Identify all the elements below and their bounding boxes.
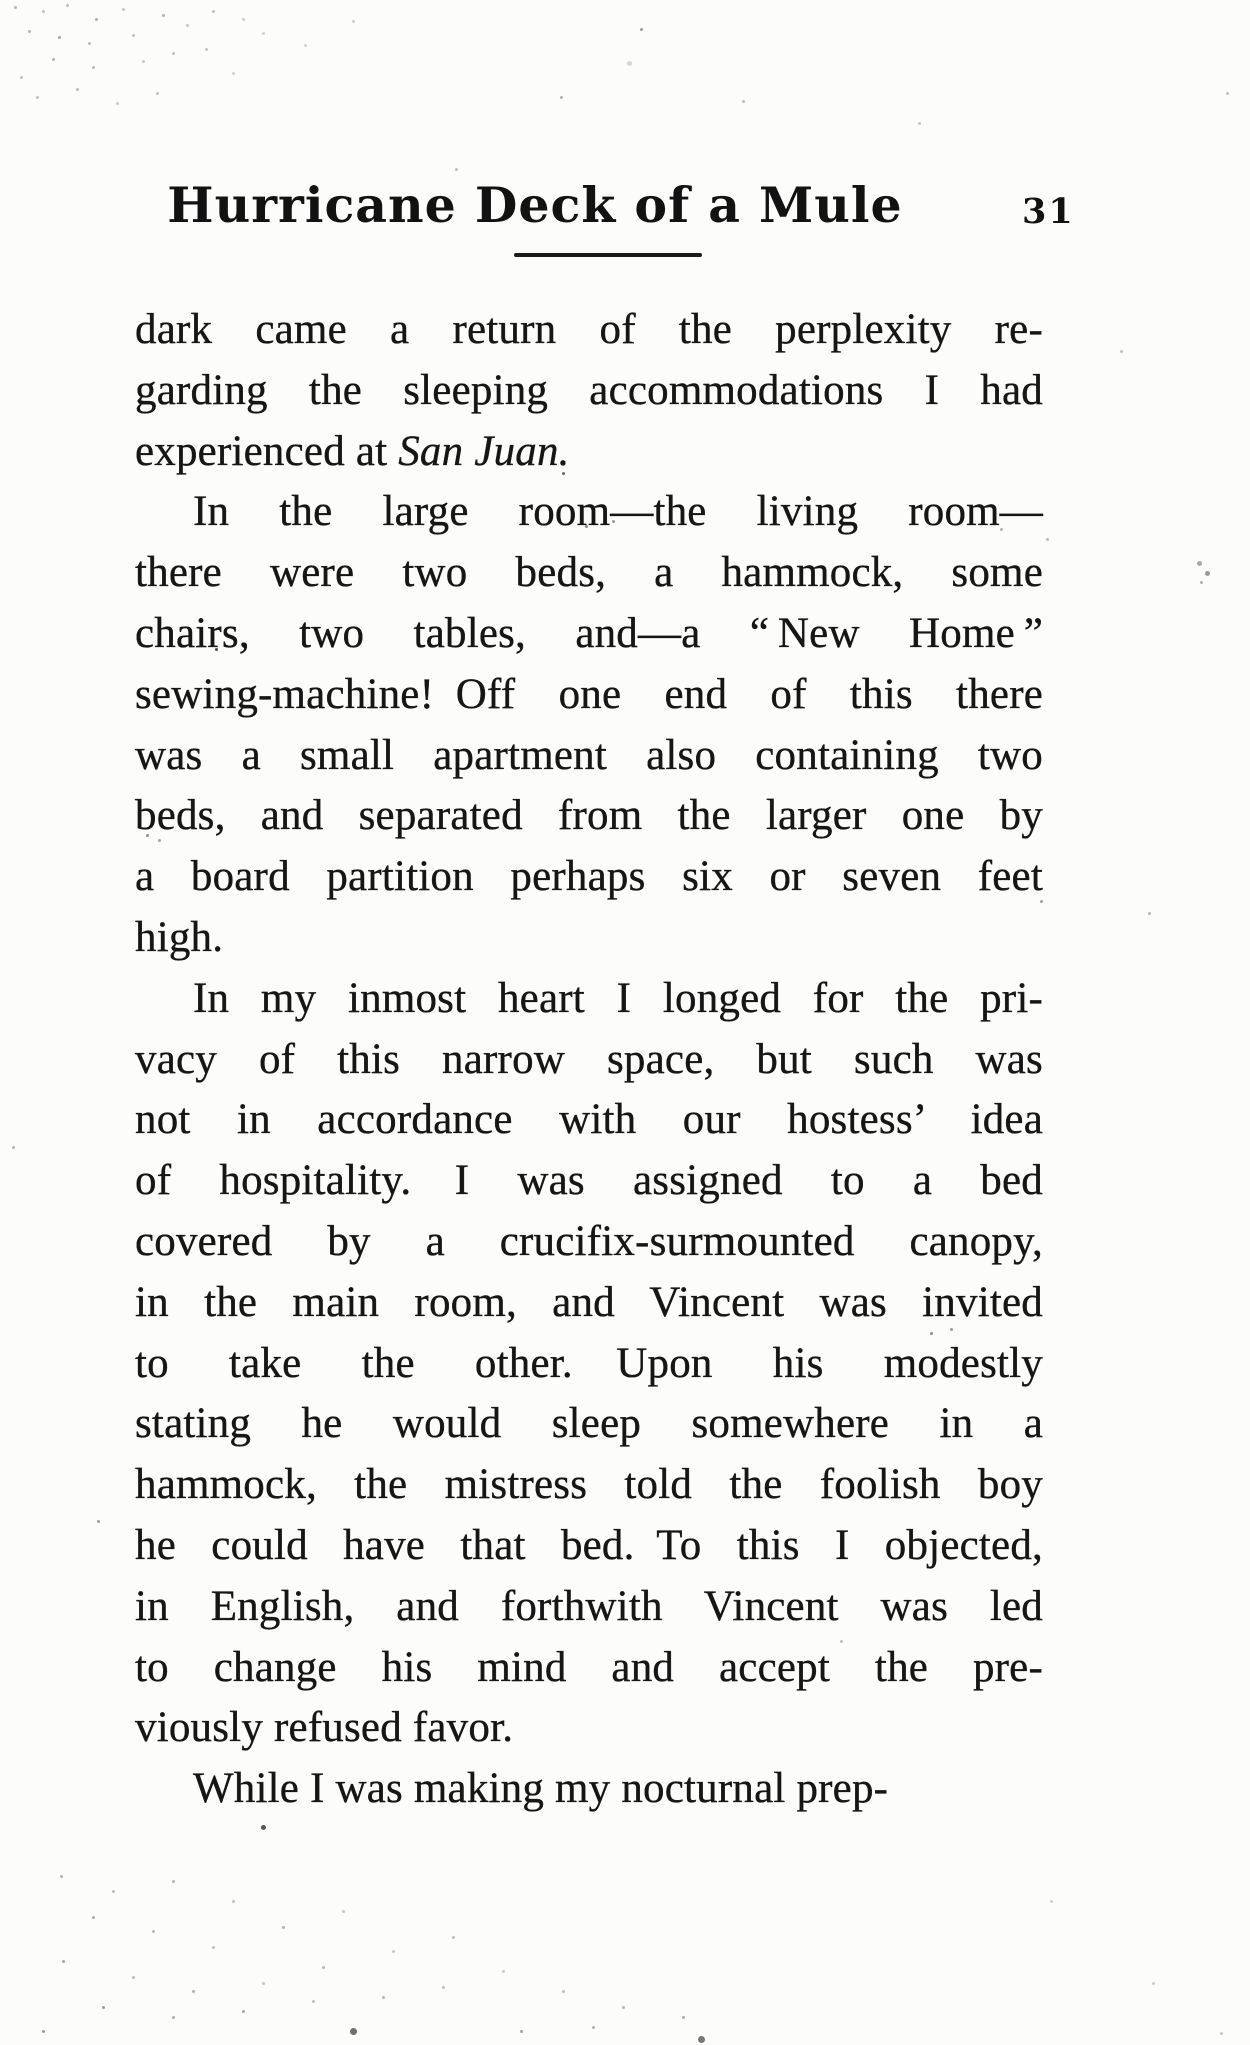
text-segment: there were two beds, a hammock, some bbox=[135, 549, 1043, 597]
text-segment: he could have that bed. To this I objected, bbox=[135, 1521, 1043, 1569]
text-segment: chairs, two tables, and—a “ New Home ” bbox=[135, 609, 1043, 657]
running-title: Hurricane Deck of a Mule bbox=[167, 176, 903, 234]
text-segment: to take the other. Upon his modestly bbox=[135, 1339, 1043, 1387]
text-line bbox=[135, 482, 1043, 543]
text-line bbox=[135, 543, 1043, 604]
text-segment: covered by a crucifix-surmounted canopy, bbox=[135, 1217, 1043, 1265]
text-segment: hammock, the mistress told the foolish boy bbox=[135, 1461, 1043, 1509]
text-segment: beds, and separated from the larger one by bbox=[135, 792, 1043, 840]
text-segment: in the main room, and Vincent was invited bbox=[135, 1278, 1043, 1326]
text-segment: In the large room—the living room— bbox=[193, 488, 1043, 536]
text-line bbox=[135, 908, 1043, 969]
page-number: 31 bbox=[1022, 191, 1075, 232]
text-segment: was a small apartment also containing two bbox=[135, 731, 1043, 779]
text-segment: not in accordance with our hostess’ idea bbox=[135, 1096, 1043, 1144]
text-segment: viously refused favor. bbox=[135, 1704, 514, 1752]
text-line bbox=[135, 422, 1043, 483]
text-line bbox=[135, 1090, 1043, 1151]
page-text bbox=[135, 300, 1043, 1820]
text-line bbox=[135, 1273, 1043, 1334]
text-line bbox=[135, 786, 1043, 847]
text-line bbox=[135, 726, 1043, 787]
text-segment: vacy of this narrow space, but such was bbox=[135, 1035, 1043, 1083]
text-line bbox=[135, 1516, 1043, 1577]
text-segment: sewing-machine! Off one end of this there bbox=[135, 670, 1043, 718]
text-line bbox=[135, 1698, 1043, 1759]
text-line bbox=[135, 1212, 1043, 1273]
text-line bbox=[135, 1151, 1043, 1212]
text-segment: While I was making my nocturnal prep- bbox=[193, 1765, 889, 1813]
text-line bbox=[135, 1577, 1043, 1638]
text-line bbox=[135, 1759, 1043, 1820]
text-segment: dark came a return of the perplexity re- bbox=[135, 306, 1043, 353]
text-line bbox=[135, 1638, 1043, 1699]
text-line bbox=[135, 1455, 1043, 1516]
scan-noise-top bbox=[0, 0, 3, 3]
text-segment: a board partition perhaps six or seven feet bbox=[135, 853, 1043, 901]
text-line bbox=[135, 1030, 1043, 1091]
text-segment: of hospitality. I was assigned to a bed bbox=[135, 1157, 1043, 1205]
text-segment: experienced at bbox=[135, 427, 399, 475]
title-divider-rule bbox=[514, 253, 702, 257]
text-segment: stating he would sleep somewhere in a bbox=[135, 1400, 1043, 1448]
text-line bbox=[135, 1334, 1043, 1395]
text-line bbox=[135, 1394, 1043, 1455]
text-line bbox=[135, 665, 1043, 726]
italic-text: San Juan. bbox=[398, 427, 570, 475]
text-segment: high. bbox=[135, 913, 224, 961]
text-line bbox=[135, 300, 1043, 361]
text-line bbox=[135, 847, 1043, 908]
scan-noise-bottom bbox=[0, 0, 3, 3]
scan-noise-middle bbox=[0, 0, 3, 3]
text-segment: to change his mind and accept the pre- bbox=[135, 1643, 1043, 1691]
text-segment: In my inmost heart I longed for the pri- bbox=[193, 974, 1043, 1022]
text-line bbox=[135, 969, 1043, 1030]
text-segment: garding the sleeping accommodations I had bbox=[135, 366, 1043, 414]
text-segment: in English, and forthwith Vincent was led bbox=[135, 1582, 1043, 1630]
text-line bbox=[135, 361, 1043, 422]
text-line bbox=[135, 604, 1043, 665]
